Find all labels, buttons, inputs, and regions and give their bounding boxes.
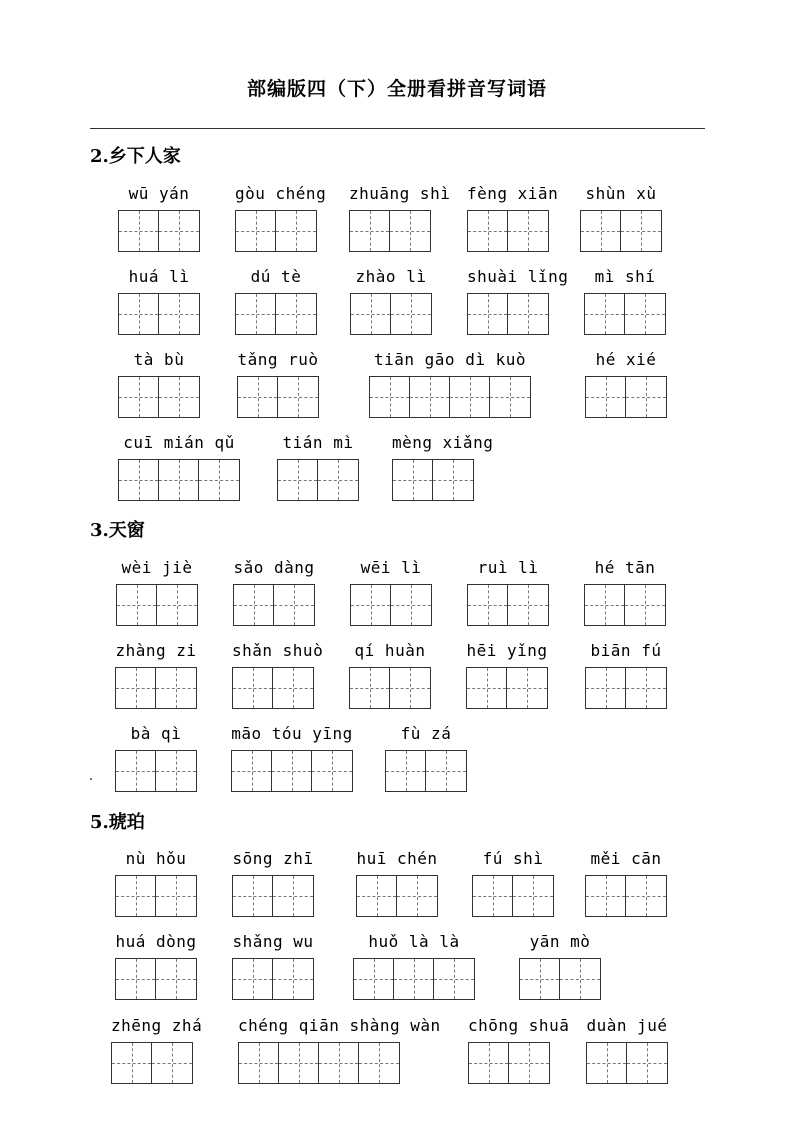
tian-zi-ge-cell[interactable] xyxy=(119,377,159,417)
tian-zi-ge-cell[interactable] xyxy=(586,377,626,417)
writing-grid xyxy=(111,1042,193,1084)
tian-zi-ge-cell[interactable] xyxy=(626,876,666,916)
tian-zi-ge-cell[interactable] xyxy=(233,668,273,708)
pinyin-label: yān mò xyxy=(529,932,591,951)
tian-zi-ge-cell[interactable] xyxy=(469,1043,509,1083)
tian-zi-ge-cell[interactable] xyxy=(234,585,274,625)
tian-zi-ge-cell[interactable] xyxy=(236,294,276,334)
tian-zi-ge-cell[interactable] xyxy=(586,876,626,916)
pinyin-label: mì shí xyxy=(594,267,656,286)
tian-zi-ge-cell[interactable] xyxy=(156,751,196,791)
tian-zi-ge-cell[interactable] xyxy=(159,294,199,334)
tian-zi-ge-cell[interactable] xyxy=(119,211,159,251)
pinyin-label: zhuāng shì xyxy=(349,184,451,203)
pinyin-label: biān fú xyxy=(590,641,662,660)
writing-grid xyxy=(233,584,315,626)
tian-zi-ge-cell[interactable] xyxy=(468,585,508,625)
tian-zi-ge-cell[interactable] xyxy=(585,294,625,334)
pinyin-label: qí huàn xyxy=(354,641,426,660)
tian-zi-ge-cell[interactable] xyxy=(116,876,156,916)
pinyin-label: huǒ là là xyxy=(368,932,460,951)
writing-grid xyxy=(115,750,197,792)
pinyin-label: shǎng wu xyxy=(232,932,314,951)
writing-grid xyxy=(115,875,197,917)
tian-zi-ge-cell[interactable] xyxy=(467,668,507,708)
writing-grid xyxy=(231,750,353,792)
tian-zi-ge-cell[interactable] xyxy=(273,959,313,999)
pinyin-label: ruì lì xyxy=(477,558,539,577)
pinyin-label: hé xié xyxy=(595,350,657,369)
pinyin-label: huī chén xyxy=(356,849,438,868)
writing-grid xyxy=(235,210,317,252)
tian-zi-ge-cell[interactable] xyxy=(351,294,391,334)
tian-zi-ge-cell[interactable] xyxy=(117,585,157,625)
tian-zi-ge-cell[interactable] xyxy=(434,959,474,999)
tian-zi-ge-cell[interactable] xyxy=(508,211,548,251)
tian-zi-ge-cell[interactable] xyxy=(119,460,159,500)
section-heading-2: 3.天窗 xyxy=(90,520,145,541)
writing-grid xyxy=(392,459,474,501)
tian-zi-ge-cell[interactable] xyxy=(625,294,665,334)
tian-zi-ge-cell[interactable] xyxy=(587,1043,627,1083)
writing-grid xyxy=(467,584,549,626)
pinyin-label: fèng xiān xyxy=(467,184,559,203)
writing-grid xyxy=(350,293,432,335)
pinyin-label: hé tān xyxy=(594,558,656,577)
tian-zi-ge-cell[interactable] xyxy=(359,1043,399,1083)
tian-zi-ge-cell[interactable] xyxy=(391,585,431,625)
pinyin-label: nù hǒu xyxy=(125,849,187,868)
pinyin-label: shuài lǐng xyxy=(467,267,569,286)
tian-zi-ge-cell[interactable] xyxy=(625,585,665,625)
pinyin-label: chōng shuā xyxy=(468,1016,570,1035)
writing-grid xyxy=(238,1042,400,1084)
writing-grid xyxy=(585,667,667,709)
tian-zi-ge-cell[interactable] xyxy=(354,959,394,999)
writing-grid xyxy=(356,875,438,917)
tian-zi-ge-cell[interactable] xyxy=(513,876,553,916)
pinyin-label: fú shì xyxy=(482,849,544,868)
tian-zi-ge-cell[interactable] xyxy=(156,876,196,916)
tian-zi-ge-cell[interactable] xyxy=(319,1043,359,1083)
writing-grid xyxy=(584,584,666,626)
tian-zi-ge-cell[interactable] xyxy=(278,460,318,500)
tian-zi-ge-cell[interactable] xyxy=(394,959,434,999)
writing-grid xyxy=(116,584,198,626)
writing-grid xyxy=(580,210,662,252)
tian-zi-ge-cell[interactable] xyxy=(233,876,273,916)
tian-zi-ge-cell[interactable] xyxy=(350,211,390,251)
tian-zi-ge-cell[interactable] xyxy=(156,959,196,999)
tian-zi-ge-cell[interactable] xyxy=(312,751,352,791)
pinyin-label: māo tóu yīng xyxy=(231,724,353,743)
tian-zi-ge-cell[interactable] xyxy=(278,377,318,417)
tian-zi-ge-cell[interactable] xyxy=(586,668,626,708)
tian-zi-ge-cell[interactable] xyxy=(350,668,390,708)
writing-grid xyxy=(118,459,240,501)
tian-zi-ge-cell[interactable] xyxy=(159,460,199,500)
writing-grid xyxy=(468,1042,550,1084)
tian-zi-ge-cell[interactable] xyxy=(351,585,391,625)
tian-zi-ge-cell[interactable] xyxy=(507,668,547,708)
writing-grid xyxy=(118,376,200,418)
tian-zi-ge-cell[interactable] xyxy=(233,959,273,999)
writing-grid xyxy=(472,875,554,917)
writing-grid xyxy=(519,958,601,1000)
tian-zi-ge-cell[interactable] xyxy=(450,377,490,417)
tian-zi-ge-cell[interactable] xyxy=(357,876,397,916)
writing-grid xyxy=(118,210,200,252)
pinyin-label: měi cān xyxy=(590,849,662,868)
tian-zi-ge-cell[interactable] xyxy=(159,377,199,417)
tian-zi-ge-cell[interactable] xyxy=(621,211,661,251)
pinyin-label: shǎn shuò xyxy=(232,641,324,660)
tian-zi-ge-cell[interactable] xyxy=(199,460,239,500)
writing-grid xyxy=(353,958,475,1000)
pinyin-label: zhēng zhá xyxy=(111,1016,203,1035)
tian-zi-ge-cell[interactable] xyxy=(626,377,666,417)
tian-zi-ge-cell[interactable] xyxy=(433,460,473,500)
tian-zi-ge-cell[interactable] xyxy=(238,377,278,417)
pinyin-label: huá dòng xyxy=(115,932,197,951)
pinyin-label: hēi yǐng xyxy=(466,641,548,660)
pinyin-label: tà bù xyxy=(133,350,185,369)
writing-grid xyxy=(232,875,314,917)
tian-zi-ge-cell[interactable] xyxy=(468,211,508,251)
tian-zi-ge-cell[interactable] xyxy=(116,668,156,708)
pinyin-label: shùn xù xyxy=(585,184,657,203)
tian-zi-ge-cell[interactable] xyxy=(318,460,358,500)
tian-zi-ge-cell[interactable] xyxy=(370,377,410,417)
tian-zi-ge-cell[interactable] xyxy=(386,751,426,791)
tian-zi-ge-cell[interactable] xyxy=(393,460,433,500)
pinyin-label: tiān gāo dì kuò xyxy=(374,350,526,369)
pinyin-label: duàn jué xyxy=(586,1016,668,1035)
tian-zi-ge-cell[interactable] xyxy=(390,211,430,251)
tian-zi-ge-cell[interactable] xyxy=(627,1043,667,1083)
tian-zi-ge-cell[interactable] xyxy=(585,585,625,625)
tian-zi-ge-cell[interactable] xyxy=(390,668,430,708)
tian-zi-ge-cell[interactable] xyxy=(508,585,548,625)
writing-grid xyxy=(277,459,359,501)
tian-zi-ge-cell[interactable] xyxy=(520,959,560,999)
tian-zi-ge-cell[interactable] xyxy=(232,751,272,791)
tian-zi-ge-cell[interactable] xyxy=(152,1043,192,1083)
writing-grid xyxy=(232,958,314,1000)
pinyin-label: tián mì xyxy=(282,433,354,452)
section-heading-1: 2.乡下人家 xyxy=(90,146,181,167)
writing-grid xyxy=(467,210,549,252)
writing-grid xyxy=(349,210,431,252)
tian-zi-ge-cell[interactable] xyxy=(276,211,316,251)
writing-grid xyxy=(586,1042,668,1084)
tian-zi-ge-cell[interactable] xyxy=(490,377,530,417)
writing-grid xyxy=(115,958,197,1000)
writing-grid xyxy=(466,667,548,709)
tian-zi-ge-cell[interactable] xyxy=(279,1043,319,1083)
pinyin-label: huá lì xyxy=(128,267,190,286)
tian-zi-ge-cell[interactable] xyxy=(273,668,313,708)
tian-zi-ge-cell[interactable] xyxy=(119,294,159,334)
tian-zi-ge-cell[interactable] xyxy=(239,1043,279,1083)
pinyin-label: mèng xiǎng xyxy=(392,433,494,452)
pinyin-label: wū yán xyxy=(128,184,190,203)
writing-grid xyxy=(585,376,667,418)
writing-grid xyxy=(584,293,666,335)
pinyin-label: chéng qiān shàng wàn xyxy=(238,1016,441,1035)
tian-zi-ge-cell[interactable] xyxy=(473,876,513,916)
pinyin-label: fù zá xyxy=(400,724,452,743)
header-divider xyxy=(90,128,705,129)
tian-zi-ge-cell[interactable] xyxy=(626,668,666,708)
writing-grid xyxy=(369,376,531,418)
tian-zi-ge-cell[interactable] xyxy=(273,876,313,916)
tian-zi-ge-cell[interactable] xyxy=(397,876,437,916)
pinyin-label: dú tè xyxy=(250,267,302,286)
tian-zi-ge-cell[interactable] xyxy=(159,211,199,251)
tian-zi-ge-cell[interactable] xyxy=(236,211,276,251)
tian-zi-ge-cell[interactable] xyxy=(116,751,156,791)
pinyin-label: wèi jiè xyxy=(121,558,193,577)
writing-grid xyxy=(118,293,200,335)
tian-zi-ge-cell[interactable] xyxy=(157,585,197,625)
tian-zi-ge-cell[interactable] xyxy=(426,751,466,791)
pinyin-label: zhào lì xyxy=(355,267,427,286)
tian-zi-ge-cell[interactable] xyxy=(274,585,314,625)
pinyin-label: tǎng ruò xyxy=(237,350,319,369)
tian-zi-ge-cell[interactable] xyxy=(468,294,508,334)
tian-zi-ge-cell[interactable] xyxy=(112,1043,152,1083)
section-heading-3: 5.琥珀 xyxy=(90,812,145,833)
stray-mark xyxy=(90,778,92,780)
tian-zi-ge-cell[interactable] xyxy=(276,294,316,334)
pinyin-label: zhàng zi xyxy=(115,641,197,660)
writing-grid xyxy=(585,875,667,917)
writing-grid xyxy=(237,376,319,418)
pinyin-label: bà qì xyxy=(130,724,182,743)
pinyin-label: sōng zhī xyxy=(232,849,314,868)
tian-zi-ge-cell[interactable] xyxy=(272,751,312,791)
pinyin-label: wēi lì xyxy=(360,558,422,577)
writing-grid xyxy=(385,750,467,792)
tian-zi-ge-cell[interactable] xyxy=(116,959,156,999)
pinyin-label: cuī mián qǔ xyxy=(123,433,235,452)
writing-grid xyxy=(467,293,549,335)
tian-zi-ge-cell[interactable] xyxy=(508,294,548,334)
writing-grid xyxy=(350,584,432,626)
tian-zi-ge-cell[interactable] xyxy=(560,959,600,999)
tian-zi-ge-cell[interactable] xyxy=(581,211,621,251)
tian-zi-ge-cell[interactable] xyxy=(391,294,431,334)
pinyin-label: gòu chéng xyxy=(235,184,327,203)
writing-grid xyxy=(235,293,317,335)
writing-grid xyxy=(115,667,197,709)
writing-grid xyxy=(232,667,314,709)
tian-zi-ge-cell[interactable] xyxy=(509,1043,549,1083)
page-title: 部编版四（下）全册看拼音写词语 xyxy=(246,78,547,100)
tian-zi-ge-cell[interactable] xyxy=(410,377,450,417)
pinyin-label: sǎo dàng xyxy=(233,558,315,577)
writing-grid xyxy=(349,667,431,709)
tian-zi-ge-cell[interactable] xyxy=(156,668,196,708)
